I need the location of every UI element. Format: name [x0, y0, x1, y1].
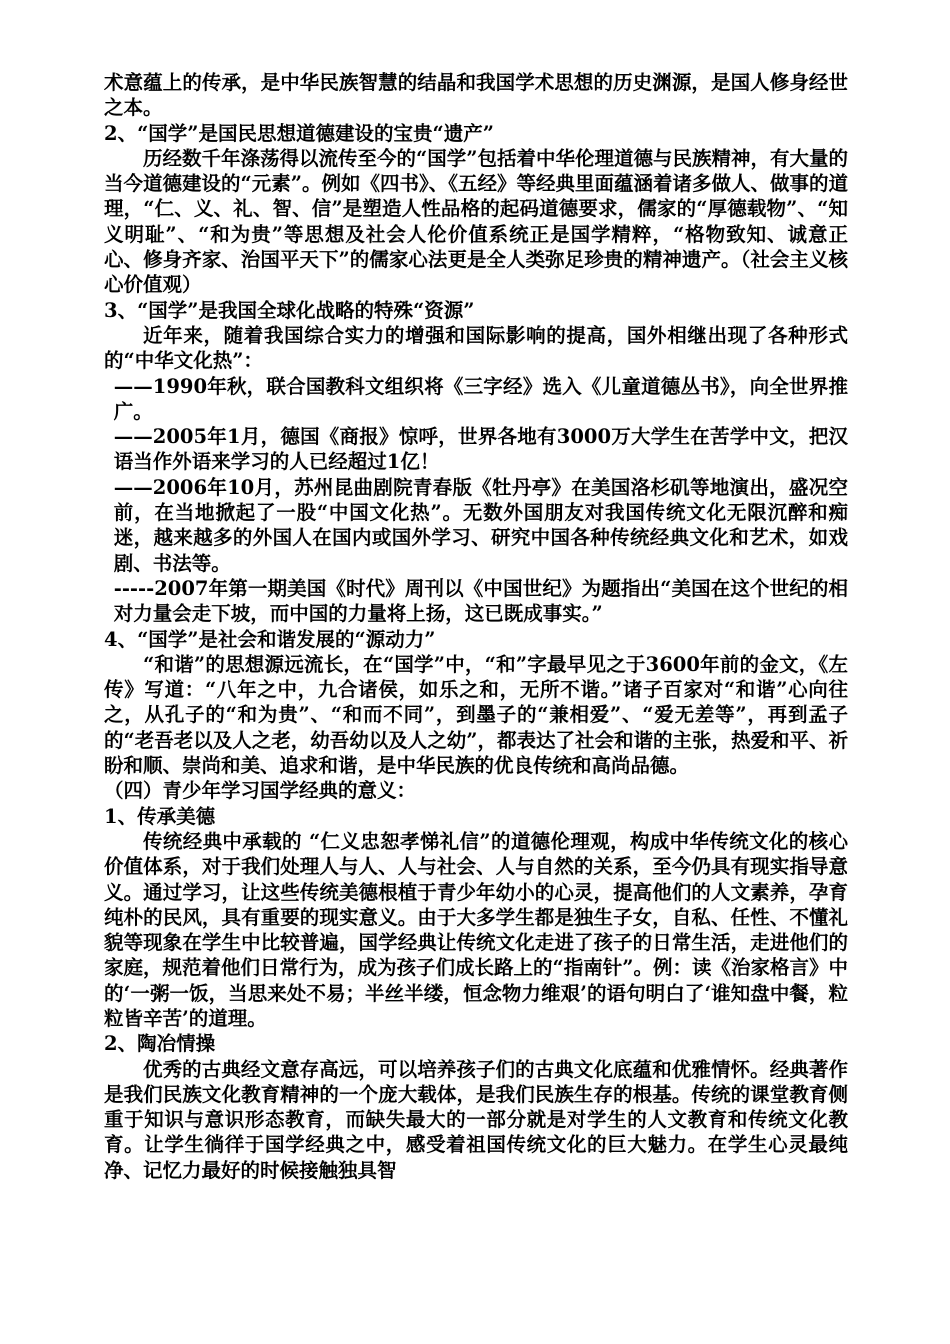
section-heading-2: 2、“国学”是国民思想道德建设的宝贵“遗产”	[104, 121, 494, 145]
list-item-2006: ——2006年10月，苏州昆曲剧院青春版《牡丹亭》在美国洛杉矶等地演出，盛况空前，在当地掀起了一股“中国文化热”。无数外国朋友对我国传统文化无限沉醉和痴迷，越来越多的外国人在国内或国外学习、研究中国各种传统经典文化和艺术，如戏剧、书法等。	[113, 475, 848, 575]
list-item-2007: -----2007年第一期美国《时代》周刊以《中国世纪》为题指出“美国在这个世纪的相对力量会走下坡，而中国的力量将上扬，这已既成事实。”	[113, 576, 848, 626]
chapter-heading-4: （四）青少年学习国学经典的意义：	[104, 779, 417, 803]
document-body	[104, 70, 848, 1183]
paragraph-sentiment: 优秀的古典经文意存高远，可以培养孩子们的古典文化底蕴和优雅情怀。经典著作是我们民族文化教育精神的一个庞大载体，是我们民族生存的根基。传统的课堂教育侧重于知识与意识形态教育，而缺失最大的一部分就是对学生的人文教育和传统文化教育。让学生徜徉于国学经典之中，感受着祖国传统文化的巨大魅力。在学生心灵最纯净、记忆力最好的时候接触独具智	[104, 1057, 848, 1182]
section-heading-4: 4、“国学”是社会和谐发展的“源动力”	[104, 627, 436, 651]
paragraph-culture-fever: 近年来，随着我国综合实力的增强和国际影响的提高，国外相继出现了各种形式的“中华文化热”：	[104, 323, 848, 373]
subheading-1: 1、传承美德	[104, 804, 216, 828]
subheading-2: 2、陶冶情操	[104, 1032, 216, 1056]
paragraph-moral-heritage: 历经数千年涤荡得以流传至今的“国学”包括着中华伦理道德与民族精神，有大量的当今道德建设的“元素”。例如《四书》、《五经》等经典里面蕴涵着诸多做人、做事的道理，“仁、义、礼、智、信”是塑造人性品格的起码道德要求，儒家的“厚德载物”、“知义明耻”、“和为贵”等思想及社会人伦价值系统正是国学精粹，“格物致知、诚意正心、修身齐家、治国平天下”的儒家心法更是全人类弥足珍贵的精神遗产。（社会主义核心价值观）	[104, 146, 848, 297]
paragraph-virtues: 传统经典中承载的 “仁义忠恕孝悌礼信”的道德伦理观，构成中华传统文化的核心价值体系，对于我们处理人与人、人与社会、人与自然的关系，至今仍具有现实指导意义。通过学习，让这些传统美德根植于青少年幼小的心灵，提高他们的人文素养，孕育纯朴的民风，具有重要的现实意义。由于大多学生都是独生子女，自私、任性、不懂礼貌等现象在学生中比较普遍，国学经典让传统文化走进了孩子的日常生活，走进他们的家庭，规范着他们日常行为，成为孩子们成长路上的“指南针”。例：读《治家格言》中的‘一粥一饭，当思来处不易；半丝半缕，恒念物力维艰’的语句明白了‘谁知盘中餐，粒粒皆辛苦’的道理。	[104, 829, 848, 1030]
paragraph-harmony: “和谐”的思想源远流长，在“国学”中，“和”字最早见之于3600年前的金文，《左传》写道：“八年之中，九合诸侯，如乐之和，无所不谐。”诸子百家对“和谐”心向往之，从孔子的“和为贵”、“和而不同”，到墨子的“兼相爱”、“爱无差等”，再到孟子的“老吾老以及人之老，幼吾幼以及人之幼”，都表达了社会和谐的主张，热爱和平、祈盼和顺、崇尚和美、追求和谐，是中华民族的优良传统和高尚品德。	[104, 652, 848, 778]
section-heading-3: 3、“国学”是我国全球化战略的特殊“资源”	[104, 298, 475, 322]
paragraph-continuation: 术意蕴上的传承，是中华民族智慧的结晶和我国学术思想的历史渊源，是国人修身经世之本。	[104, 71, 848, 120]
list-item-1990: ——1990年秋，联合国教科文组织将《三字经》选入《儿童道德丛书》，向全世界推广。	[113, 374, 848, 423]
list-item-2005: ——2005年1月，德国《商报》惊呼，世界各地有3000万大学生在苦学中文，把汉语当作外语来学习的人已经超过1亿！	[113, 425, 848, 474]
